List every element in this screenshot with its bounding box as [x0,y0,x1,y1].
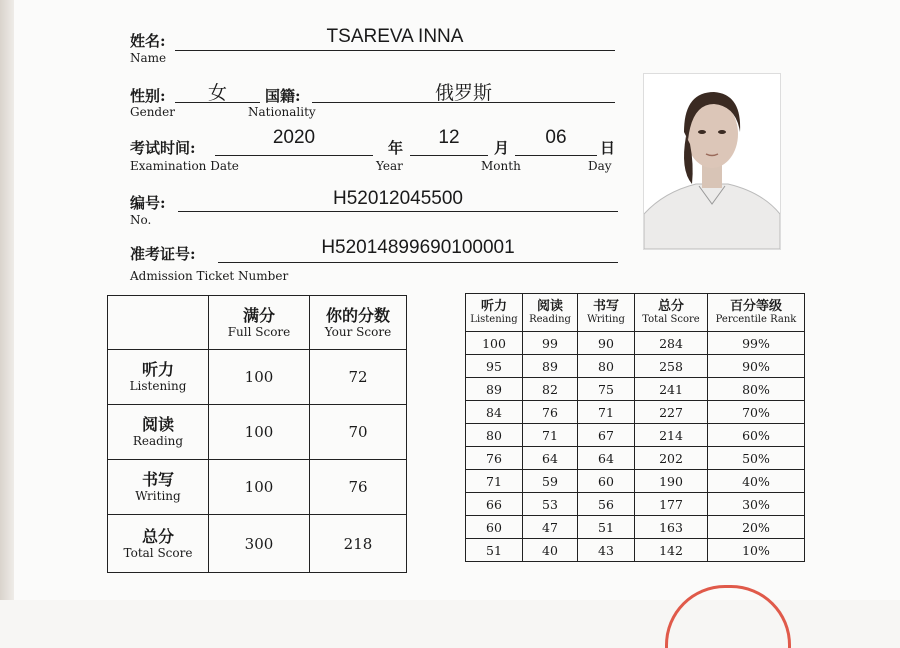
admission-label-en: Admission Ticket Number [130,269,289,283]
day-label-en: Day [588,159,612,173]
pct-header-writing: 书写 Writing [578,294,635,332]
pct-header-rank: 百分等级 Percentile Rank [708,294,805,332]
percentile-cell: 51 [578,516,635,539]
month-label-en: Month [481,159,521,173]
table-row [108,515,407,573]
percentile-cell: 66 [466,493,523,516]
percentile-cell: 100 [466,332,523,355]
row-label-cn: 总分 [141,526,174,546]
table-row [466,493,805,516]
row-label-en: Total Score [123,545,193,560]
percentile-cell: 40% [708,470,805,493]
percentile-cell: 258 [635,355,708,378]
percentile-cell: 43 [578,539,635,562]
percentile-cell: 82 [523,378,578,401]
percentile-cell: 99 [523,332,578,355]
table-row [466,332,805,355]
percentile-cell: 190 [635,470,708,493]
table-row [466,539,805,562]
percentile-cell: 142 [635,539,708,562]
percentile-cell: 99% [708,332,805,355]
percentile-cell: 75 [578,378,635,401]
score-table-corner [108,296,209,350]
gender-value: 女 [207,83,227,104]
gender-label-cn: 性别: [130,87,166,105]
percentile-cell: 67 [578,424,635,447]
percentile-cell: 56 [578,493,635,516]
score-header-full: 满分 Full Score [209,296,310,350]
nationality-value: 俄罗斯 [434,83,492,104]
row-label-en: Writing [135,489,181,503]
percentile-cell: 80 [466,424,523,447]
percentile-cell: 90 [578,332,635,355]
percentile-cell: 90% [708,355,805,378]
percentile-cell: 53 [523,493,578,516]
percentile-cell: 71 [466,470,523,493]
day-label-cn: 日 [600,139,616,157]
percentile-cell: 50% [708,447,805,470]
pct-header-reading: 阅读 Reading [523,294,578,332]
percentile-cell: 71 [523,424,578,447]
row-label-en: Reading [132,434,184,448]
percentile-table [465,293,805,562]
table-row [466,355,805,378]
table-row [108,460,407,515]
pct-header-total: 总分 Total Score [635,294,708,332]
row-label-cn: 听力 [141,360,174,379]
full-score-cell: 100 [209,350,310,405]
percentile-cell: 80% [708,378,805,401]
percentile-cell: 71 [578,401,635,424]
table-row [466,401,805,424]
row-label-cn: 阅读 [141,415,174,434]
full-score-cell: 100 [209,405,310,460]
percentile-cell: 177 [635,493,708,516]
percentile-cell: 202 [635,447,708,470]
percentile-cell: 241 [635,378,708,401]
score-header-yours: 你的分数 Your Score [310,296,407,350]
percentile-cell: 47 [523,516,578,539]
table-row [466,470,805,493]
table-row [466,424,805,447]
admission-value: H52014899690100001 [321,237,515,258]
number-value: H52012045500 [333,188,463,209]
percentile-cell: 84 [466,401,523,424]
month-label-cn: 月 [494,139,510,157]
score-table [107,295,407,573]
your-score-cell: 218 [310,515,407,573]
admission-label-cn: 准考证号: [130,245,196,263]
number-label-cn: 编号: [130,194,166,212]
full-score-cell: 100 [209,460,310,515]
month-value: 12 [438,127,460,148]
percentile-cell: 227 [635,401,708,424]
your-score-cell: 76 [310,460,407,515]
name-label-cn: 姓名: [130,32,166,50]
percentile-body [466,332,805,562]
table-row [466,378,805,401]
year-value: 2020 [272,127,316,148]
percentile-cell: 60% [708,424,805,447]
your-score-cell: 72 [310,350,407,405]
nationality-label-cn: 国籍: [265,87,301,105]
name-value: TSAREVA INNA [326,26,464,47]
month-underline [410,155,488,156]
percentile-cell: 89 [466,378,523,401]
percentile-cell: 284 [635,332,708,355]
day-value: 06 [545,127,567,148]
percentile-cell: 80 [578,355,635,378]
day-underline [515,155,597,156]
year-label-cn: 年 [388,139,404,157]
percentile-cell: 76 [523,401,578,424]
percentile-cell: 40 [523,539,578,562]
percentile-cell: 10% [708,539,805,562]
percentile-cell: 214 [635,424,708,447]
number-underline [178,211,618,212]
name-label-en: Name [130,51,167,65]
exam-date-label-cn: 考试时间: [130,139,196,157]
admission-underline [218,262,618,263]
percentile-cell: 60 [466,516,523,539]
row-label-cn: 书写 [141,470,174,489]
percentile-cell: 70% [708,401,805,424]
name-underline [175,50,615,51]
percentile-cell: 76 [466,447,523,470]
row-label-en: Listening [129,379,187,393]
percentile-cell: 60 [578,470,635,493]
percentile-cell: 89 [523,355,578,378]
year-label-en: Year [376,159,403,173]
candidate-photo [643,73,781,250]
nationality-label-en: Nationality [248,105,316,119]
table-row [108,405,407,460]
gender-label-en: Gender [130,105,175,119]
percentile-cell: 59 [523,470,578,493]
year-underline [215,155,373,156]
full-score-cell: 300 [209,515,310,573]
pct-header-listening: 听力 Listening [466,294,523,332]
percentile-cell: 20% [708,516,805,539]
table-row [108,350,407,405]
table-row [466,447,805,470]
percentile-cell: 163 [635,516,708,539]
percentile-cell: 51 [466,539,523,562]
number-label-en: No. [130,213,152,227]
percentile-cell: 95 [466,355,523,378]
page-edge [0,0,14,600]
your-score-cell: 70 [310,405,407,460]
exam-date-label-en: Examination Date [130,159,239,173]
percentile-cell: 30% [708,493,805,516]
table-row [466,516,805,539]
percentile-cell: 64 [523,447,578,470]
percentile-cell: 64 [578,447,635,470]
